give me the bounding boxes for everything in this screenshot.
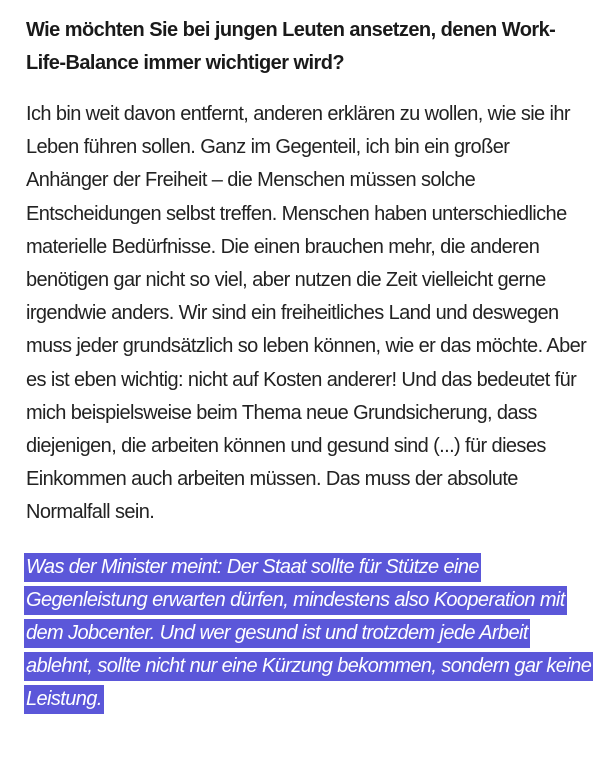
interview-question: Wie möchten Sie bei jungen Leuten ansetzen, denen Work-Life-Balance immer wichtiger wird? [26, 19, 556, 74]
interview-answer: Ich bin weit davon entfernt, anderen erklären zu wollen, wie sie ihr Leben führen sollen. Ganz im Gegenteil, ich bin ein großer Anhänger der Freiheit – die Menschen müssen solche Entscheidungen selbst treffen. Menschen haben unterschiedliche materielle Bedürfnisse. Die einen brauchen mehr, die anderen benötigen gar nicht so viel, aber nutzen die Zeit vielleicht gerne irgendwie anders. Wir sind ein freiheitliches Land und deswegen muss jeder grundsätzlich so leben können, wie er das möchte. Aber es ist eben wichtig: nicht auf Kosten anderer! Und das bedeutet für mich beispielsweise beim Thema neue Grundsicherung, dass diejenigen, die arbeiten können und gesund sind (...) für dieses Einkommen auch arbeiten müssen. Das muss der absolute Normalfall sein. [26, 103, 587, 524]
article-body [26, 14, 592, 717]
highlighted-text: Was der Minister meint: Der Staat sollte für Stütze eine Gegenleistung erwarten dürfen, mindestens also Kooperation mit dem Jobcenter. Und wer gesund ist und trotzdem jede Arbeit ablehnt, sollte nicht nur eine Kürzung bekommen, sondern gar keine Leistung. [26, 553, 591, 715]
editorial-highlight [26, 551, 592, 717]
